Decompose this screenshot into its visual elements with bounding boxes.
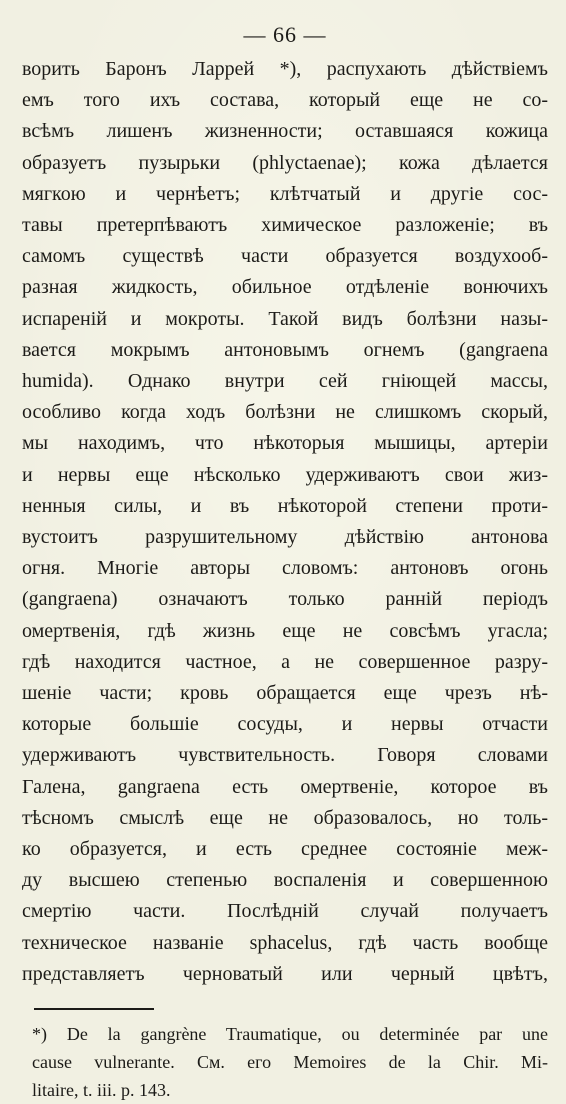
text-line: образуетъ пузырьки (phlyctaenae); кожа дѣлается	[22, 151, 548, 174]
text-line: тавы претерпѣваютъ химическое разложенiе; въ	[22, 214, 548, 237]
text-line: огня. Многiе авторы словомъ: антоновъ огонь	[22, 557, 548, 580]
text-line: вустоитъ разрушительному дѣйствiю антонова	[22, 526, 548, 549]
text-line: емъ того ихъ состава, который еще не со-	[22, 89, 548, 112]
text-line: шенiе части; кровь обращается еще чрезъ нѣ-	[22, 682, 548, 705]
text-line: всѣмъ лишенъ жизненности; оставшаяся кожица	[22, 120, 548, 143]
text-line: humida). Однако внутри сей гнiющей массы,	[22, 370, 548, 393]
text-line: и нервы еще нѣсколько удерживаютъ свои жиз-	[22, 463, 548, 486]
footnote-line: litaire, t. iii. p. 143.	[32, 1080, 171, 1101]
text-line: ко образуется, и есть среднее состоянiе меж-	[22, 838, 548, 861]
text-line: ворить Баронъ Ларрей *), распухають дѣйствiемъ	[22, 58, 548, 80]
text-line: тѣсномъ смыслѣ еще не образовалось, но толь-	[22, 806, 548, 829]
text-line: Галена, gangraena есть омертвенiе, которое въ	[22, 775, 548, 798]
text-line: мягкою и чернѣетъ; клѣтчатый и другiе сос-	[22, 182, 548, 205]
text-line: техническое названiе sphacelus, гдѣ часть вообще	[22, 931, 548, 954]
footnote-line: cause vulnerante. См. его Memoires de la Chir. Mi-	[32, 1052, 548, 1073]
text-line: удерживаютъ чувствительность. Говоря словами	[22, 744, 548, 767]
footnote-line: *) De la gangrène Traumatique, ou determinée par une	[32, 1024, 548, 1045]
footnote	[22, 1020, 548, 1104]
text-line: ненныя силы, и въ нѣкоторой степени проти-	[22, 494, 548, 517]
text-line: мы находимъ, что нѣкоторыя мышицы, артерiи	[22, 432, 548, 455]
text-line: разная жидкость, обильное отдѣленiе вонючихъ	[22, 276, 548, 299]
text-line: особливо когда ходъ болѣзни не слишкомъ скорый,	[22, 401, 548, 424]
text-line: смертiю части. Послѣднiй случай получаетъ	[22, 900, 548, 923]
text-line: ду высшею степенью воспаленiя и совершенною	[22, 869, 548, 892]
text-line: самомъ существѣ части образуется воздухооб-	[22, 245, 548, 268]
main-text	[22, 54, 548, 990]
text-line: гдѣ находится частное, а не совершенное разру-	[22, 650, 548, 673]
text-line: представляетъ черноватый или черный цвѣтъ,	[22, 962, 548, 985]
footnote-divider	[34, 1008, 154, 1010]
text-line: испаренiй и мокроты. Такой видъ болѣзни назы-	[22, 307, 548, 330]
text-line: которые большiе сосуды, и нервы отчасти	[22, 713, 548, 736]
text-line: вается мокрымъ антоновымъ огнемъ (gangraena	[22, 338, 548, 361]
page-number: — 66 —	[243, 22, 327, 47]
text-line: (gangraena) означаютъ только раннiй перiодъ	[22, 588, 548, 611]
text-line: омертвенiя, гдѣ жизнь еще не совсѣмъ угасла;	[22, 619, 548, 642]
